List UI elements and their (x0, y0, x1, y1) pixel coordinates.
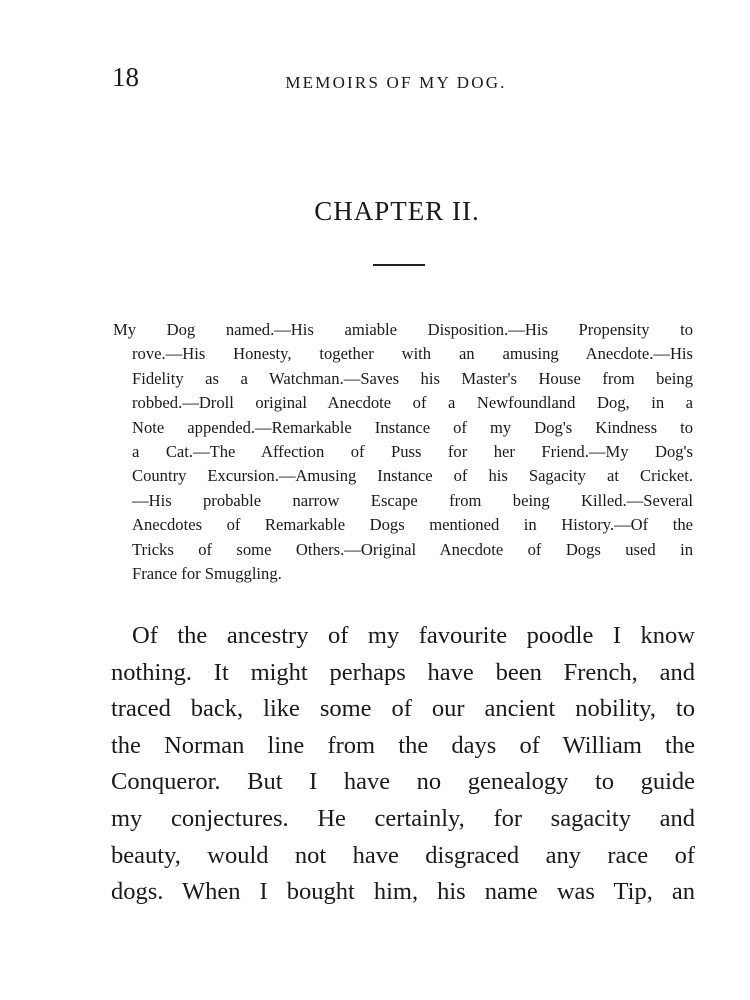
body-line: beauty, would not have disgraced any race of (111, 841, 695, 869)
body-line: my conjectures. He certainly, for sagacity and (111, 804, 695, 832)
synopsis-line: My Dog named.—His amiable Disposition.—His Propensity to (113, 320, 693, 339)
synopsis-line: Country Excursion.—Amusing Instance of his Sagacity at Cricket. (132, 466, 693, 486)
body-line: traced back, like some of our ancient nobility, to (111, 695, 695, 723)
body-paragraph (111, 618, 695, 911)
body-line: the Norman line from the days of William the (111, 731, 695, 759)
chapter-title: CHAPTER II. (314, 196, 480, 226)
synopsis-line: robbed.—Droll original Anecdote of a Newfoundland Dog, in a (132, 393, 693, 413)
synopsis-line: Note appended.—Remarkable Instance of my Dog's Kindness to (132, 417, 693, 437)
synopsis-line: Anecdotes of Remarkable Dogs mentioned in History.—Of the (132, 515, 693, 535)
body-line: nothing. It might perhaps have been French, and (111, 658, 695, 686)
chapter-rule-divider (373, 264, 425, 266)
running-head-title: MEMOIRS OF MY DOG. (285, 73, 507, 92)
synopsis-line: rove.—His Honesty, together with an amusing Anecdote.—His (132, 344, 693, 364)
body-line: Conqueror. But I have no genealogy to guide (111, 768, 695, 796)
synopsis-line: France for Smuggling. (132, 563, 282, 583)
synopsis-line: Fidelity as a Watchman.—Saves his Master's House from being (132, 368, 693, 388)
chapter-synopsis (113, 318, 693, 586)
synopsis-line: Tricks of some Others.—Original Anecdote of Dogs used in (132, 539, 693, 559)
synopsis-line: —His probable narrow Escape from being Killed.—Several (132, 490, 693, 510)
synopsis-line: a Cat.—The Affection of Puss for her Friend.—My Dog's (132, 441, 693, 461)
page-number: 18 (112, 62, 139, 92)
body-line: dogs. When I bought him, his name was Tip, an (111, 878, 695, 906)
body-line: Of the ancestry of my favourite poodle I know (132, 622, 695, 649)
